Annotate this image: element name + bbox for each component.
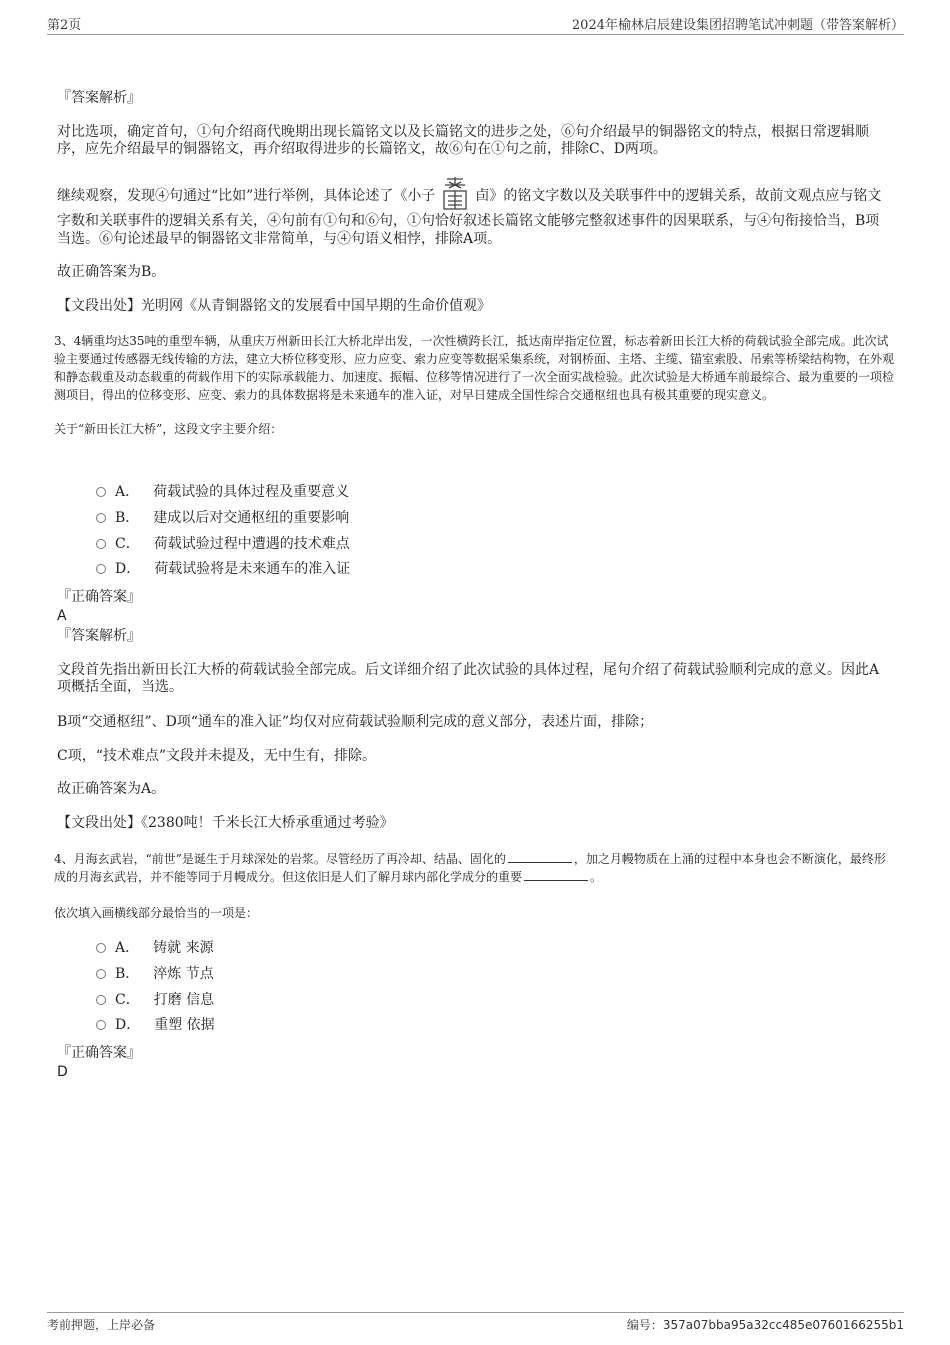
radio-icon[interactable]: [96, 943, 106, 953]
option-letter: C．: [115, 536, 140, 552]
q2-analysis-paragraph-2: [57, 176, 893, 248]
option-text: 荷载试验将是未来通车的准入证: [154, 561, 351, 577]
option-text: 荷载试验的具体过程及重要意义: [153, 484, 350, 500]
radio-icon[interactable]: [96, 564, 106, 574]
page-footer: [47, 1312, 904, 1335]
fill-in-blank[interactable]: [508, 850, 572, 863]
footer-serial: [627, 1316, 904, 1333]
q2-p2-after: 卣》的铭文字数以及关联事件中的逻辑关系，故前文观点应与铭文字数和关联事件的逻辑关系有关，④句前有①句和⑥句，①句恰好叙述长篇铭文能够完整叙述事件的因果联系，与④句衔接恰当，B项当选。⑥句论述最早的铜器铭文非常简单，与④句语义相悖，排除A项。: [57, 188, 882, 247]
page-number: 第2页: [47, 18, 82, 33]
radio-icon[interactable]: [96, 969, 106, 979]
option-letter: D．: [115, 1017, 141, 1033]
q3-analysis-label: 『答案解析』: [57, 628, 141, 644]
q3-option-a[interactable]: [96, 484, 349, 501]
document-title: 2024年榆林启辰建设集团招聘笔试冲刺题（带答案解析）: [571, 18, 904, 33]
page-header: [47, 14, 904, 35]
q3-stem: 3、4辆重均达35吨的重型车辆，从重庆万州新田长江大桥北岸出发，一次性横跨长江，抵达南岸指定位置，标志着新田长江大桥的荷载试验全部完成。此次试验主要通过传感器无线传输的方法，建立大桥位移变形、应力应变、索力应变等数据采集系统，对钢桥面、主塔、主缆、锚室索股、吊索等桥梁结构物，在外观和静态载重及动态载重的荷载作用下的实际承载能力、加速度、振幅、位移等情况进行了一次全面实战检验。此次试验是大桥通车前最综合、最为重要的一项检测项目，得出的位移变形、应变、索力的具体数据将是未来通车的准入证，对早日建成全国性综合交通枢纽也具有极其重要的现实意义。: [54, 334, 895, 402]
q3-answer-label: 『正确答案』: [57, 589, 141, 605]
radio-icon[interactable]: [96, 995, 106, 1005]
q4-stem-part-3: 。: [590, 870, 603, 884]
option-letter: A．: [115, 940, 140, 956]
q4-option-b[interactable]: [96, 966, 214, 983]
q3-analysis-paragraph-1: 文段首先指出新田长江大桥的荷载试验全部完成。后文详细介绍了此次试验的具体过程，尾句介绍了荷载试验顺利完成的意义。因此A项概括全面，当选。: [57, 662, 880, 695]
q3-analysis-paragraph-2: B项“交通枢纽”、D项“通车的准入证”均仅对应荷载试验顺利完成的意义部分，表述片面，排除；: [57, 714, 654, 730]
q3-option-d[interactable]: [96, 561, 350, 578]
q2-analysis-paragraph-1: 对比选项，确定首句，①句介绍商代晚期出现长篇铭文以及长篇铭文的进步之处，⑥句介绍最早的铜器铭文的特点，根据日常逻辑顺序，应先介绍最早的铜器铭文，再介绍取得进步的长篇铭文，故⑥句在①句之前，排除C、D两项。: [57, 124, 869, 157]
q3-source: 【文段出处】《2380吨！千米长江大桥承重通过考验》: [57, 815, 394, 831]
q4-option-c[interactable]: [96, 992, 214, 1009]
option-text: 重塑 依据: [154, 1017, 215, 1033]
radio-icon[interactable]: [96, 487, 106, 497]
q2-source: 【文段出处】光明网《从青铜器铭文的发展看中国早期的生命价值观》: [57, 298, 491, 314]
q4-question: 依次填入画横线部分最恰当的一项是：: [54, 906, 259, 920]
q3-answer: A: [57, 608, 67, 624]
radio-icon[interactable]: [96, 1020, 106, 1030]
option-text: 荷载试验过程中遭遇的技术难点: [153, 536, 350, 552]
option-letter: C．: [115, 992, 140, 1008]
q2-p2-before: 继续观察，发现④句通过“比如”进行举例，具体论述了《小子: [57, 188, 436, 204]
q4-option-a[interactable]: [96, 940, 214, 957]
q4-option-d[interactable]: [96, 1017, 215, 1034]
q4-stem-part-1: 4、月海玄武岩，“前世”是诞生于月球深处的岩浆。尽管经历了再冷却、结晶、固化的: [54, 852, 506, 866]
option-text: 淬炼 节点: [153, 966, 214, 982]
option-text: 打磨 信息: [153, 992, 215, 1008]
q3-conclusion: 故正确答案为A。: [57, 781, 166, 797]
radio-icon[interactable]: [96, 539, 106, 549]
option-letter: B．: [115, 510, 140, 526]
serial-number: 357a07bba95a32cc485e0760166255b1: [662, 1318, 904, 1332]
serial-label: 编号：: [626, 1318, 663, 1332]
option-letter: B．: [115, 966, 140, 982]
option-letter: A．: [115, 484, 140, 500]
q3-question: 关于“新田长江大桥”，这段文字主要介绍：: [54, 422, 283, 436]
q4-stem: [54, 850, 896, 886]
option-text: 建成以后对交通枢纽的重要影响: [153, 510, 350, 526]
q3-analysis-paragraph-3: C项，“技术难点”文段并未提及，无中生有，排除。: [57, 748, 377, 764]
q2-conclusion: 故正确答案为B。: [57, 264, 166, 280]
ancient-character-glyph: [435, 176, 475, 212]
q4-answer-label: 『正确答案』: [57, 1045, 141, 1061]
q4-stem-part-2: ，加之月幔物质在上涌的过程中本身也会不断演化，最终形成的月海玄武岩，并不能等同于月幔成分。但这依旧是人们了解月球内部化学成分的重要: [54, 852, 886, 884]
footer-slogan: 考前押题，上岸必备: [47, 1318, 156, 1332]
fill-in-blank[interactable]: [524, 868, 588, 881]
option-letter: D．: [115, 561, 141, 577]
q3-option-b[interactable]: [96, 510, 349, 527]
option-text: 铸就 来源: [153, 940, 214, 956]
q3-option-c[interactable]: [96, 536, 350, 553]
q2-analysis-label: 『答案解析』: [57, 90, 141, 106]
radio-icon[interactable]: [96, 513, 106, 523]
q4-answer: D: [57, 1064, 68, 1080]
